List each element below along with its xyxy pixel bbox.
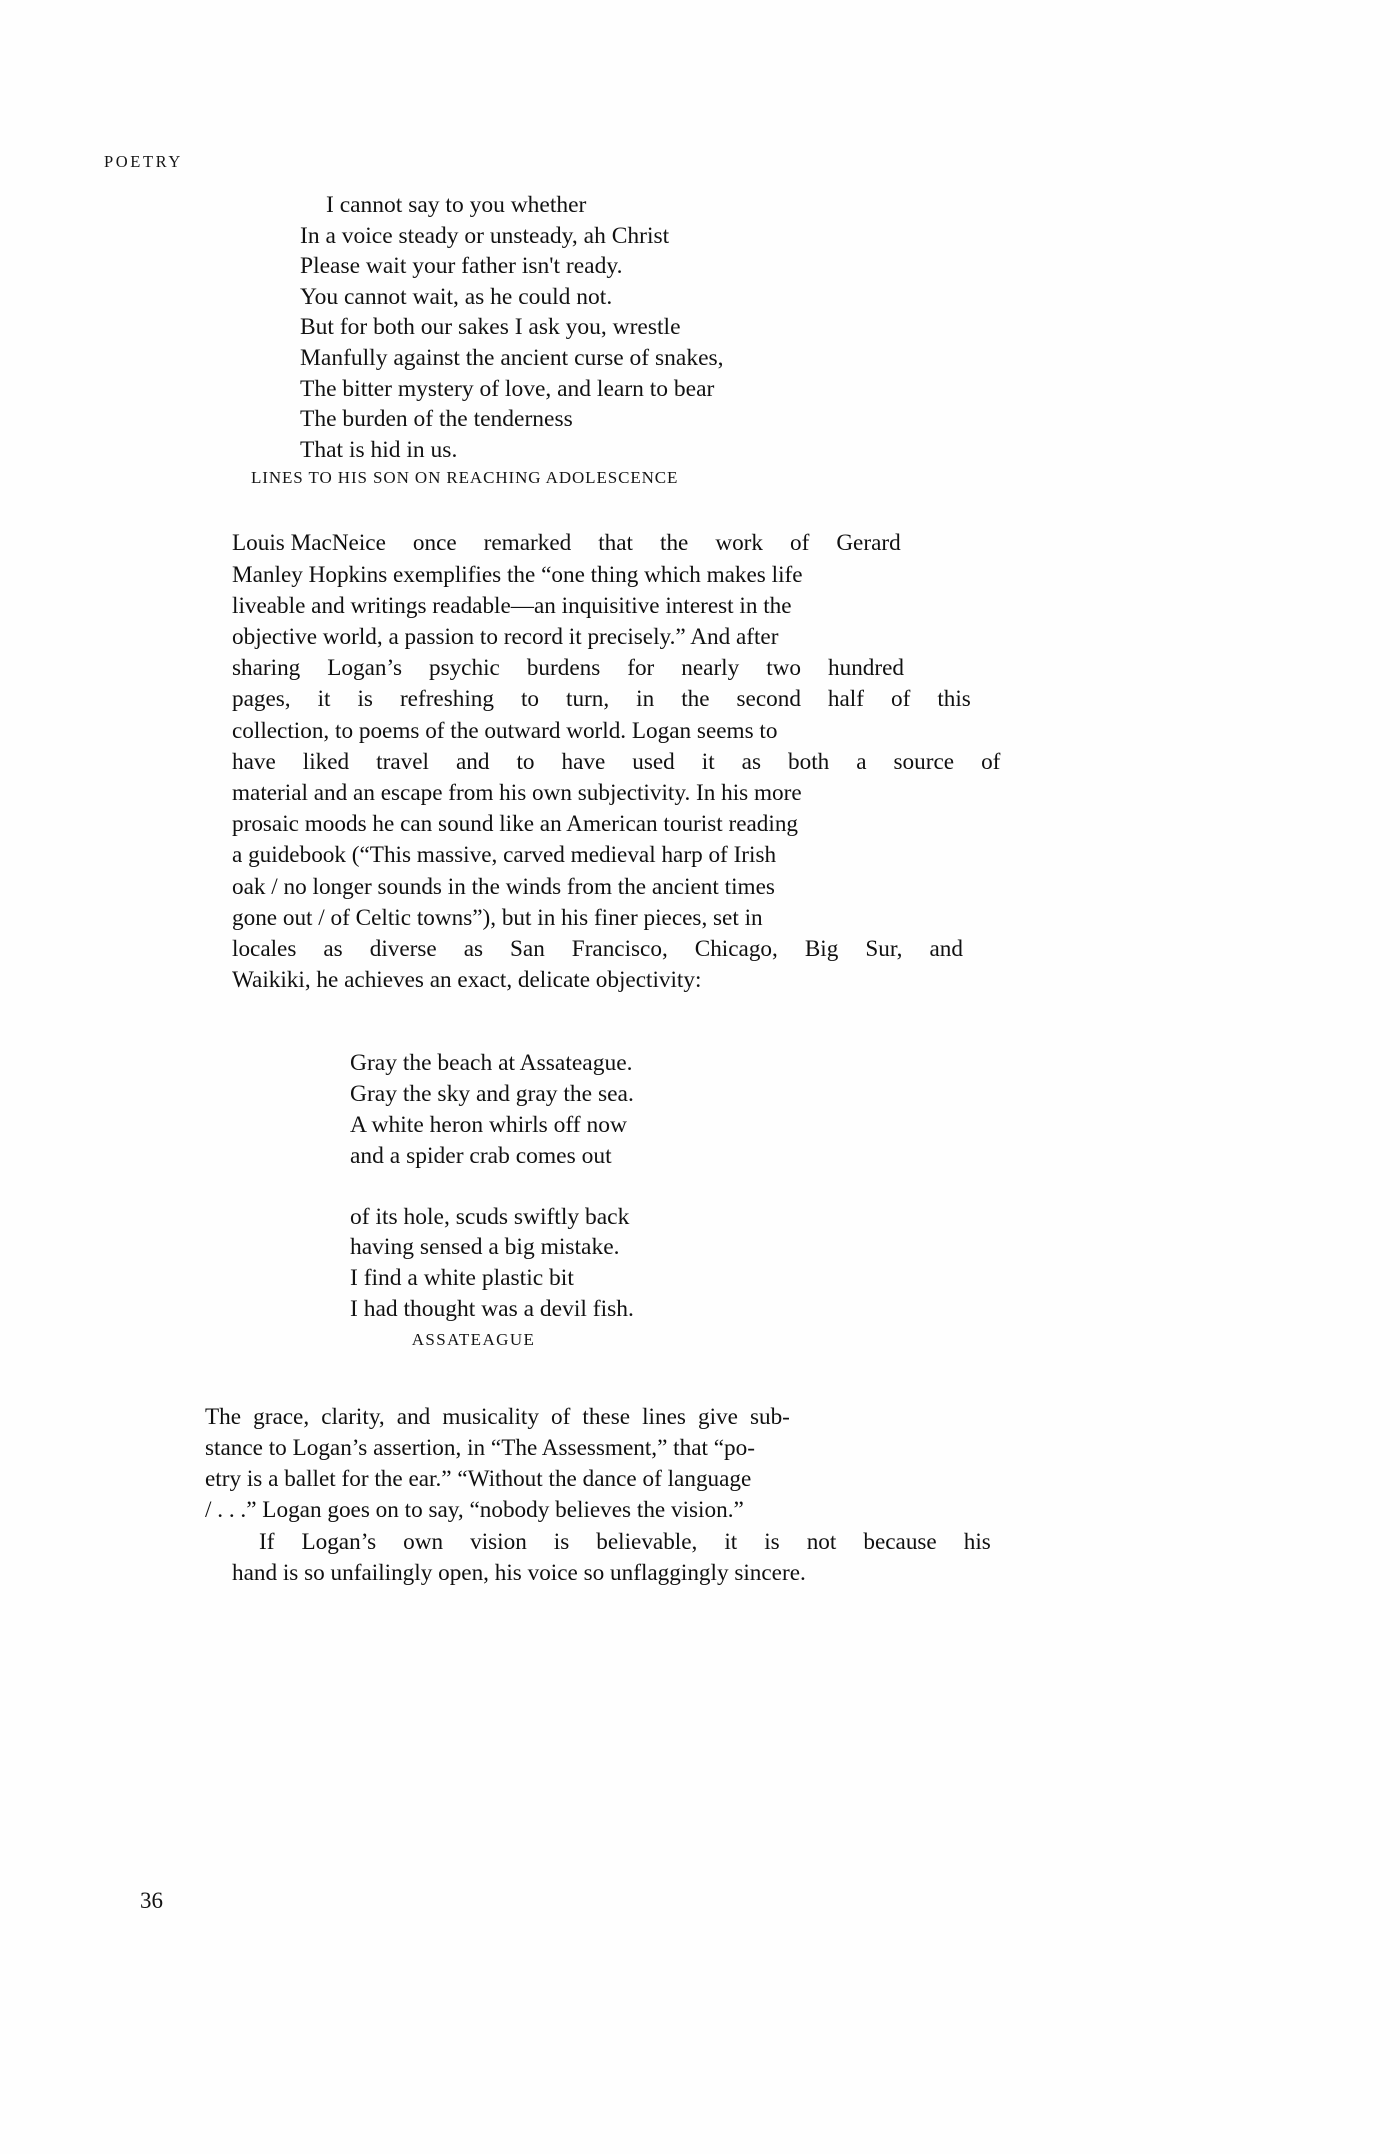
verse-line: The burden of the tenderness (300, 406, 573, 433)
prose-line: etry is a ballet for the ear.” “Without the dance of language (205, 1466, 752, 1493)
prose-line: collection, to poems of the outward world. Logan seems to (232, 717, 778, 744)
prose-line: liveable and writings readable—an inquisitive interest in the (232, 592, 792, 619)
verse-line: I find a white plastic bit (350, 1265, 574, 1292)
verse-line: Manfully against the ancient curse of snakes, (300, 344, 724, 371)
prose-line: Waikiki, he achieves an exact, delicate objectivity: (232, 967, 702, 994)
prose-line: If Logan’s own vision is believable, it is not because his (259, 1528, 991, 1555)
verse-line: You cannot wait, as he could not. (300, 283, 613, 310)
spacer (205, 488, 790, 528)
page-number: 36 (140, 1888, 163, 1913)
running-head: POETRY (104, 152, 183, 171)
prose-line: locales as diverse as San Francisco, Chicago, Big Sur, and (232, 935, 963, 962)
prose-line: oak / no longer sounds in the winds from the ancient times (232, 873, 775, 900)
prose-line: prosaic moods he can sound like an American tourist reading (232, 811, 799, 838)
verse-caption-first: LINES TO HIS SON ON REACHING ADOLESCENCE (251, 468, 679, 488)
verse-line: and a spider crab comes out (350, 1142, 612, 1169)
prose-line: material and an escape from his own subjectivity. In his more (232, 779, 802, 806)
prose-line: The grace, clarity, and musicality of these lines give sub- (205, 1403, 790, 1430)
verse-line: Please wait your father isn't ready. (300, 253, 623, 280)
verse-caption-second: ASSATEAGUE (411, 1329, 536, 1349)
text-column (205, 190, 1001, 1589)
verse-line: But for both our sakes I ask you, wrestle (300, 314, 681, 341)
paragraph-two (205, 1402, 790, 1527)
prose-line: have liked travel and to have used it as both a source of (232, 748, 1001, 775)
prose-line: gone out / of Celtic towns”), but in his finer pieces, set in (232, 904, 763, 931)
prose-line: objective world, a passion to record it precisely.” And after (232, 623, 779, 650)
spacer (205, 1350, 790, 1402)
prose-line: / . . .” Logan goes on to say, “nobody believes the vision.” (205, 1497, 744, 1524)
paragraph-one (205, 528, 1001, 996)
prose-line: Louis MacNeice once remarked that the work of Gerard (232, 530, 901, 557)
verse-extract-first (205, 190, 790, 465)
verse-line: having sensed a big mistake. (350, 1234, 620, 1261)
verse-line: The bitter mystery of love, and learn to bear (300, 375, 715, 402)
prose-line: a guidebook (“This massive, carved medieval harp of Irish (232, 842, 777, 869)
verse-line: In a voice steady or unsteady, ah Christ (300, 222, 670, 249)
paragraph-three (205, 1527, 991, 1589)
spacer (205, 996, 790, 1048)
verse-line: of its hole, scuds swiftly back (350, 1203, 630, 1230)
stanza-gap (350, 1172, 790, 1202)
verse-extract-second (205, 1048, 790, 1324)
verse-line: A white heron whirls off now (350, 1111, 627, 1138)
verse-line: Gray the beach at Assateague. (350, 1050, 633, 1077)
verse-line: That is hid in us. (300, 436, 458, 463)
verse-line: Gray the sky and gray the sea. (350, 1081, 634, 1108)
verse-line: I had thought was a devil fish. (350, 1295, 634, 1322)
prose-line: Manley Hopkins exemplifies the “one thing which makes life (232, 561, 803, 588)
prose-line: stance to Logan’s assertion, in “The Assessment,” that “po- (205, 1434, 755, 1461)
prose-line: pages, it is refreshing to turn, in the second half of this (232, 686, 971, 713)
prose-line: hand is so unfailingly open, his voice so unflaggingly sincere. (232, 1559, 806, 1586)
verse-line: I cannot say to you whether (326, 192, 587, 218)
prose-line: sharing Logan’s psychic burdens for nearly two hundred (232, 655, 904, 682)
